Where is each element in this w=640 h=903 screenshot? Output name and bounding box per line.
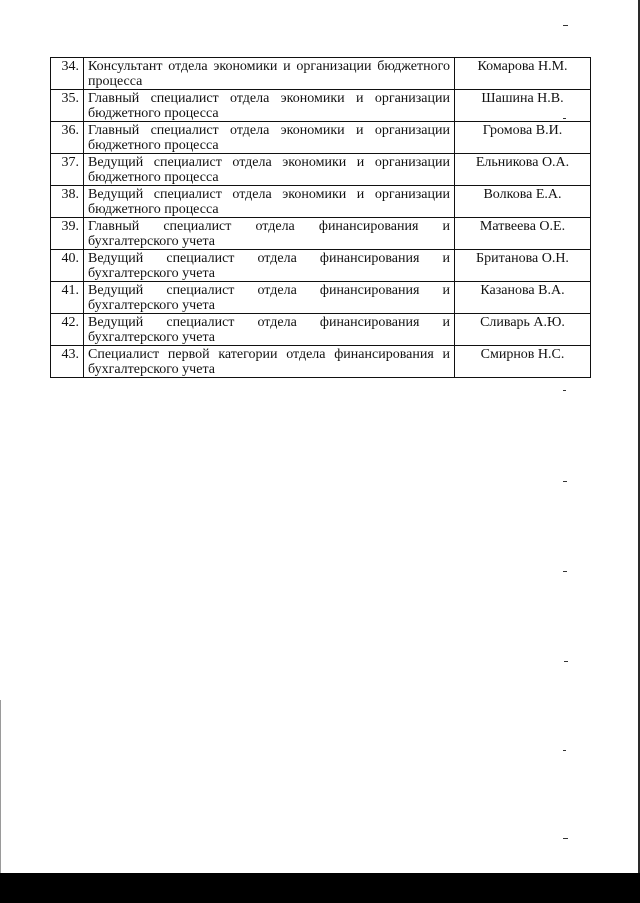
table-row bbox=[51, 154, 591, 186]
table-row bbox=[51, 186, 591, 218]
position-title: Главный специалист отдела экономики и организации бюджетного процесса bbox=[84, 122, 455, 154]
row-number: 40. bbox=[51, 250, 84, 282]
row-number: 36. bbox=[51, 122, 84, 154]
table-row bbox=[51, 314, 591, 346]
row-number: 39. bbox=[51, 218, 84, 250]
position-title: Специалист первой категории отдела финансирования и бухгалтерского учета bbox=[84, 346, 455, 378]
row-number: 34. bbox=[51, 58, 84, 90]
employee-name: Сливарь А.Ю. bbox=[455, 314, 591, 346]
employee-name: Комарова Н.М. bbox=[455, 58, 591, 90]
row-number: 37. bbox=[51, 154, 84, 186]
staff-table bbox=[50, 57, 591, 378]
scan-speck bbox=[563, 750, 566, 751]
table-row bbox=[51, 122, 591, 154]
employee-name: Казанова В.А. bbox=[455, 282, 591, 314]
row-number: 41. bbox=[51, 282, 84, 314]
scan-bottom-border bbox=[0, 873, 640, 903]
position-title: Главный специалист отдела экономики и организации бюджетного процесса bbox=[84, 90, 455, 122]
scan-speck bbox=[564, 661, 568, 662]
position-title: Ведущий специалист отдела экономики и организации бюджетного процесса bbox=[84, 186, 455, 218]
scan-edge-left bbox=[0, 700, 1, 873]
employee-name: Смирнов Н.С. bbox=[455, 346, 591, 378]
scan-speck bbox=[563, 25, 568, 26]
position-title: Консультант отдела экономики и организации бюджетного процесса bbox=[84, 58, 455, 90]
table-row bbox=[51, 218, 591, 250]
scan-speck bbox=[563, 481, 567, 482]
employee-name: Британова О.Н. bbox=[455, 250, 591, 282]
employee-name: Шашина Н.В. bbox=[455, 90, 591, 122]
employee-name: Ельникова О.А. bbox=[455, 154, 591, 186]
table-row bbox=[51, 282, 591, 314]
position-title: Ведущий специалист отдела финансирования и бухгалтерского учета bbox=[84, 250, 455, 282]
scan-speck bbox=[563, 838, 568, 839]
table-row bbox=[51, 346, 591, 378]
position-title: Ведущий специалист отдела экономики и организации бюджетного процесса bbox=[84, 154, 455, 186]
position-title: Главный специалист отдела финансирования и бухгалтерского учета bbox=[84, 218, 455, 250]
table-row bbox=[51, 58, 591, 90]
row-number: 43. bbox=[51, 346, 84, 378]
position-title: Ведущий специалист отдела финансирования и бухгалтерского учета bbox=[84, 314, 455, 346]
row-number: 42. bbox=[51, 314, 84, 346]
row-number: 35. bbox=[51, 90, 84, 122]
scan-speck bbox=[563, 390, 566, 391]
position-title: Ведущий специалист отдела финансирования и бухгалтерского учета bbox=[84, 282, 455, 314]
scan-speck bbox=[563, 571, 567, 572]
employee-name: Матвеева О.Е. bbox=[455, 218, 591, 250]
table-row bbox=[51, 90, 591, 122]
table-row bbox=[51, 250, 591, 282]
employee-name: Волкова Е.А. bbox=[455, 186, 591, 218]
row-number: 38. bbox=[51, 186, 84, 218]
staff-table-body bbox=[51, 58, 591, 378]
employee-name: Громова В.И. bbox=[455, 122, 591, 154]
